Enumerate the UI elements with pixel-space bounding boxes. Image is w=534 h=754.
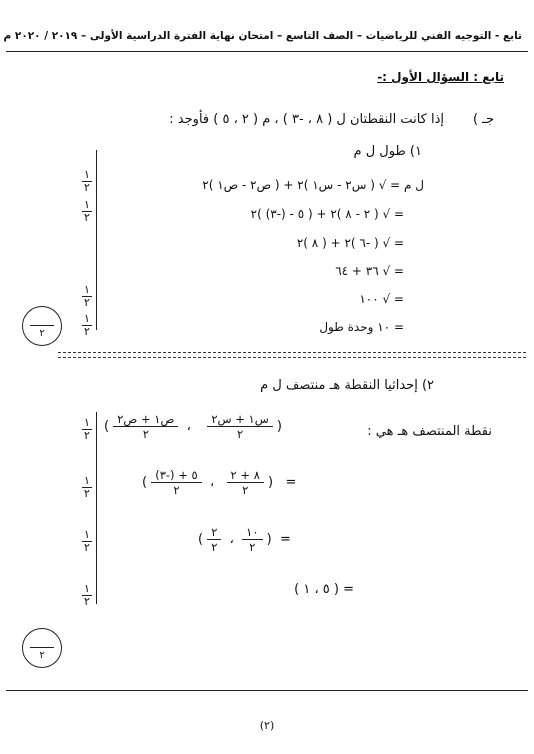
midpoint-result: = ( ٥ ، ١ ) bbox=[294, 582, 354, 597]
part-c-label: جـ ) bbox=[472, 112, 494, 127]
midpoint-simplified: ( $\frac{٢}{٢}$ ، $\frac{١٠}{٢}$ ) = bbox=[198, 525, 291, 554]
exam-header: تابع - التوجيه الفني للرياضيات – الصف التاسع – امتحان نهاية الفترة الدراسية الأولى – ٢٠١٩ / ٢٠٢٠ م bbox=[3, 30, 522, 42]
section-separator bbox=[58, 352, 526, 358]
half-mark: ١ ٢ bbox=[80, 170, 94, 193]
marks-divider bbox=[96, 412, 97, 604]
half-mark: ١ ٢ bbox=[80, 418, 94, 441]
half-mark: ١ ٢ bbox=[80, 200, 94, 223]
page-number: (٢) bbox=[259, 719, 275, 732]
midpoint-substitution: ( $\frac{٥ + (-٣)}{٢}$ ، $\frac{٨ + ٢}{٢}$ ) = bbox=[142, 468, 297, 497]
distance-step-1: = √ ( ٢ - ٨ )٢ + ( ٥ - (-٣) )٢ bbox=[250, 207, 404, 221]
section-title: تابع : السؤال الأول :- bbox=[377, 70, 504, 84]
part-c-statement: إذا كانت النقطتان ل ( ٨ ، -٣ ) ، م ( ٢ ، ٥ ) فأوجد : bbox=[169, 112, 444, 127]
distance-formula: ل م = √ ( س٢ - س١ )٢ + ( ص٢ - ص١ )٢ bbox=[202, 178, 424, 192]
midpoint-label: نقطة المنتصف هـ هي : bbox=[367, 424, 492, 439]
midpoint-formula: ( $\frac{\text{ص١ + ص٢}}{٢}$ ، $\frac{\text{س١ + س٢}}{٢}$ ) bbox=[104, 412, 282, 441]
half-mark: ١ ٢ bbox=[80, 530, 94, 553]
footer-rule bbox=[6, 690, 528, 691]
score-circle: ٢ bbox=[22, 306, 62, 346]
distance-step-4: = √ ١٠٠ bbox=[359, 292, 404, 306]
score-circle: ٢ bbox=[22, 628, 62, 668]
question-1: ١) طول ل م bbox=[353, 144, 422, 159]
half-mark: ١ ٢ bbox=[80, 584, 94, 607]
half-mark: ١ ٢ bbox=[80, 476, 94, 499]
distance-step-3: = √ ٣٦ + ٦٤ bbox=[335, 264, 404, 278]
distance-step-2: = √ ( -٦ )٢ + ( ٨ )٢ bbox=[296, 236, 404, 250]
half-mark: ١ ٢ bbox=[80, 314, 94, 337]
distance-result: = ١٠ وحدة طول bbox=[319, 320, 404, 334]
marks-divider bbox=[96, 150, 97, 330]
half-mark: ١ ٢ bbox=[80, 285, 94, 308]
header-rule bbox=[6, 51, 528, 52]
question-2: ٢) إحداثيا النقطة هـ منتصف ل م bbox=[260, 378, 434, 393]
